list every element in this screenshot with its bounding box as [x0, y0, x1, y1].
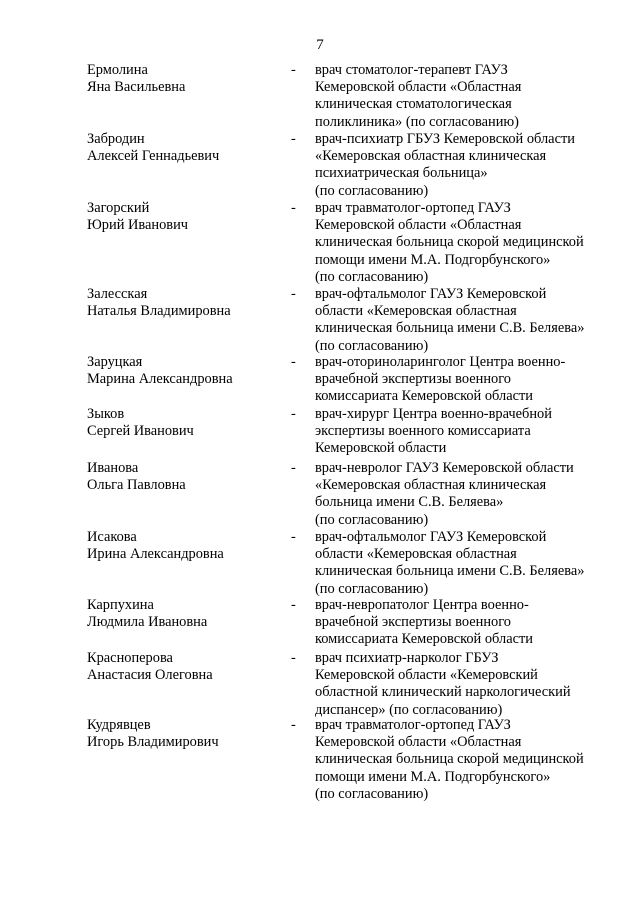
member-name	[87, 200, 287, 234]
separator-dash: -	[291, 286, 296, 302]
position-line: Кемеровской области «Областная	[315, 217, 522, 234]
position-line: врач травматолог-ортопед ГАУЗ	[315, 717, 511, 733]
member-name	[87, 597, 287, 631]
separator-dash: -	[291, 650, 296, 666]
position-line: врач-психиатр ГБУЗ Кемеровской области	[315, 131, 575, 147]
position-line: помощи имени М.А. Подгорбунского»	[315, 768, 551, 785]
member-given-names: Ольга Павловна	[87, 477, 186, 494]
member-surname: Заруцкая	[87, 354, 143, 370]
position-line: клиническая больница скорой медицинской	[315, 751, 584, 768]
member-surname: Исакова	[87, 529, 137, 545]
member-surname: Залесская	[87, 286, 148, 302]
position-line: экспертизы военного комиссариата	[315, 423, 531, 440]
separator-dash: -	[291, 131, 296, 147]
position-line: врачебной экспертизы военного	[315, 371, 511, 388]
member-surname: Зыков	[87, 406, 125, 422]
position-line: клиническая больница имени С.В. Беляева»	[315, 320, 585, 337]
separator-dash: -	[291, 597, 296, 613]
member-name	[87, 650, 287, 684]
position-line: врач стоматолог-терапевт ГАУЗ	[315, 62, 508, 78]
member-position	[315, 717, 615, 803]
position-line: клиническая стоматологическая	[315, 96, 512, 113]
member-name	[87, 286, 287, 320]
member-given-names: Людмила Ивановна	[87, 614, 208, 631]
member-given-names: Игорь Владимирович	[87, 734, 219, 751]
member-surname: Забродин	[87, 131, 145, 147]
member-name	[87, 717, 287, 751]
position-line: врачебной экспертизы военного	[315, 614, 511, 631]
member-given-names: Алексей Геннадьевич	[87, 148, 220, 165]
position-line: Кемеровской области «Областная	[315, 79, 522, 96]
member-position	[315, 597, 615, 649]
position-line: клиническая больница скорой медицинской	[315, 234, 584, 251]
member-given-names: Юрий Иванович	[87, 217, 189, 234]
separator-dash: -	[291, 354, 296, 370]
member-given-names: Анастасия Олеговна	[87, 667, 213, 684]
separator-dash: -	[291, 406, 296, 422]
position-line: областной клинический наркологический	[315, 684, 571, 701]
member-position	[315, 650, 615, 719]
position-line: психиатрическая больница»	[315, 165, 488, 182]
position-line: поликлиника» (по согласованию)	[315, 113, 519, 130]
member-position	[315, 406, 615, 458]
member-position	[315, 62, 615, 131]
member-name	[87, 460, 287, 494]
separator-dash: -	[291, 200, 296, 216]
member-surname: Иванова	[87, 460, 139, 476]
position-line: врач-невропатолог Центра военно-	[315, 597, 529, 613]
position-line: области «Кемеровская областная	[315, 303, 517, 320]
position-line: врач-оториноларинголог Центра военно-	[315, 354, 566, 370]
position-line: Кемеровской области	[315, 440, 447, 457]
position-line: «Кемеровская областная клиническая	[315, 477, 547, 494]
position-line: (по согласованию)	[315, 580, 429, 597]
position-line: помощи имени М.А. Подгорбунского»	[315, 251, 551, 268]
member-name	[87, 131, 287, 165]
position-line: (по согласованию)	[315, 785, 429, 802]
position-line: клиническая больница имени С.В. Беляева»	[315, 563, 585, 580]
position-line: врач-офтальмолог ГАУЗ Кемеровской	[315, 529, 547, 545]
position-line: (по согласованию)	[315, 182, 429, 199]
separator-dash: -	[291, 62, 296, 78]
member-position	[315, 286, 615, 355]
separator-dash: -	[291, 529, 296, 545]
position-line: (по согласованию)	[315, 268, 429, 285]
member-surname: Ермолина	[87, 62, 148, 78]
position-line: Кемеровской области «Областная	[315, 734, 522, 751]
position-line: (по согласованию)	[315, 511, 429, 528]
separator-dash: -	[291, 460, 296, 476]
member-name	[87, 406, 287, 440]
member-given-names: Яна Васильевна	[87, 79, 186, 96]
position-line: врач-невролог ГАУЗ Кемеровской области	[315, 460, 574, 476]
position-line: Кемеровской области «Кемеровский	[315, 667, 538, 684]
member-surname: Карпухина	[87, 597, 154, 613]
position-line: больница имени С.В. Беляева»	[315, 494, 504, 511]
member-surname: Красноперова	[87, 650, 173, 666]
position-line: врач травматолог-ортопед ГАУЗ	[315, 200, 511, 216]
member-name	[87, 529, 287, 563]
position-line: диспансер» (по согласованию)	[315, 701, 503, 718]
position-line: врач-хирург Центра военно-врачебной	[315, 406, 552, 422]
separator-dash: -	[291, 717, 296, 733]
member-surname: Загорский	[87, 200, 150, 216]
member-given-names: Наталья Владимировна	[87, 303, 231, 320]
member-given-names: Сергей Иванович	[87, 423, 194, 440]
member-name	[87, 354, 287, 388]
member-name	[87, 62, 287, 96]
member-given-names: Ирина Александровна	[87, 546, 224, 563]
member-position	[315, 460, 615, 529]
member-position	[315, 529, 615, 598]
member-given-names: Марина Александровна	[87, 371, 233, 388]
member-surname: Кудрявцев	[87, 717, 151, 733]
member-position	[315, 131, 615, 200]
position-line: области «Кемеровская областная	[315, 546, 517, 563]
member-position	[315, 200, 615, 286]
page-number: 7	[316, 37, 324, 53]
member-position	[315, 354, 615, 406]
position-line: (по согласованию)	[315, 337, 429, 354]
position-line: врач психиатр-нарколог ГБУЗ	[315, 650, 499, 666]
position-line: «Кемеровская областная клиническая	[315, 148, 547, 165]
position-line: комиссариата Кемеровской области	[315, 631, 533, 648]
position-line: комиссариата Кемеровской области	[315, 388, 533, 405]
position-line: врач-офтальмолог ГАУЗ Кемеровской	[315, 286, 547, 302]
